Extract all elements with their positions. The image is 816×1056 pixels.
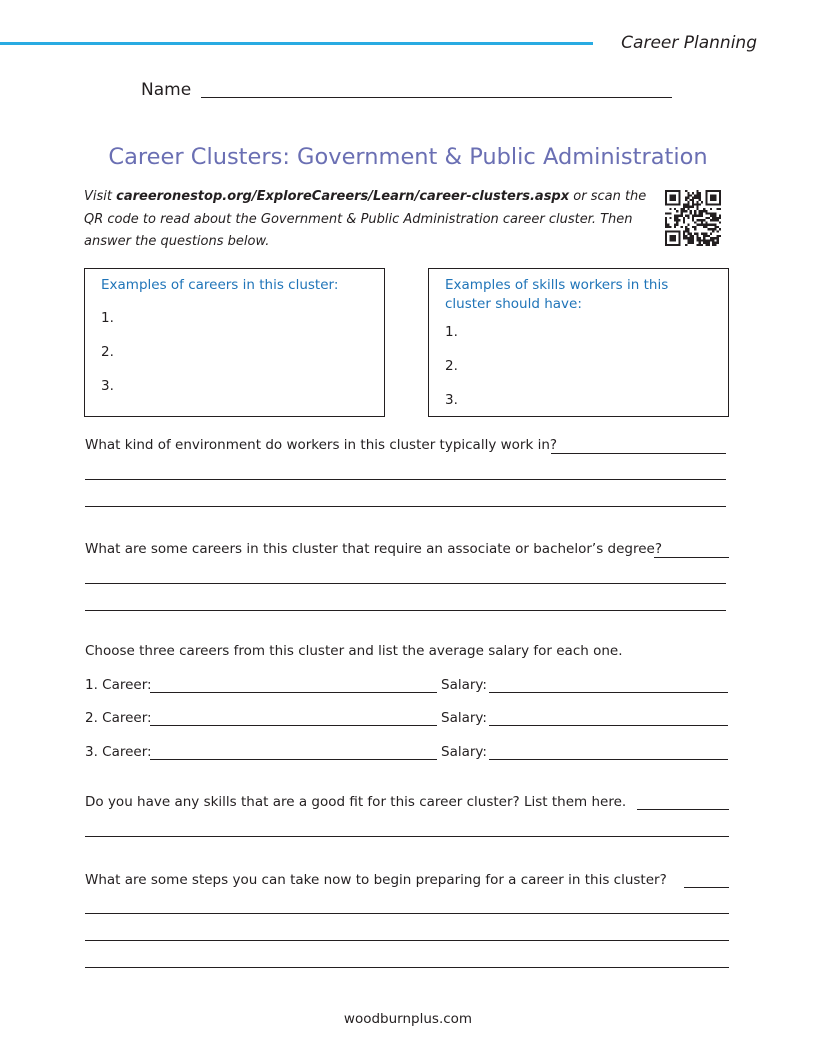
skills-box-title: Examples of skills workers in this cluster should have: [445,277,669,312]
careers-box-item: 2. [101,344,114,360]
career-label: 3. Career: [85,744,152,760]
salary-input-line[interactable] [489,759,728,760]
careers-box-item: 3. [101,378,114,394]
question-salary: Choose three careers from this cluster and list the average salary for each one. [85,643,623,659]
salary-label: Salary: [441,710,487,726]
answer-line[interactable] [551,453,726,454]
answer-line[interactable] [85,836,729,837]
page-title: Career Clusters: Government & Public Administration [108,144,708,170]
question-environment: What kind of environment do workers in this cluster typically work in? [85,437,558,453]
answer-line[interactable] [654,557,729,558]
salary-input-line[interactable] [489,725,728,726]
salary-label: Salary: [441,744,487,760]
skills-box-item: 1. [445,324,458,340]
name-input-line[interactable] [201,97,672,98]
salary-input-line[interactable] [489,692,728,693]
header-title: Career Planning [621,33,757,53]
career-input-line[interactable] [150,725,437,726]
career-input-line[interactable] [150,759,437,760]
qr-code-icon [665,190,721,246]
skills-examples-box [428,268,729,417]
answer-line[interactable] [85,583,726,584]
skills-box-item: 2. [445,358,458,374]
intro-paragraph [84,186,654,254]
question-degree: What are some careers in this cluster that require an associate or bachelor’s degree? [85,541,663,557]
answer-line[interactable] [637,809,729,810]
intro-url[interactable]: careeronestop.org/ExploreCareers/Learn/career-clusters.aspx [116,189,570,204]
intro-suffix: or scan the QR code to read about the Government & Public Administration career cluster. Then answer the questions below. [84,189,647,249]
career-label: 2. Career: [85,710,152,726]
careers-examples-box [84,268,385,417]
question-steps: What are some steps you can take now to begin preparing for a career in this cluster? [85,872,667,888]
career-label: 1. Career: [85,677,152,693]
answer-line[interactable] [85,610,726,611]
career-input-line[interactable] [150,692,437,693]
answer-line[interactable] [85,913,729,914]
careers-box-item: 1. [101,310,114,326]
intro-prefix: Visit [84,189,117,204]
question-skills-fit: Do you have any skills that are a good fit for this career cluster? List them here. [85,794,627,810]
skills-box-item: 3. [445,392,458,408]
header-rule [0,42,593,45]
answer-line[interactable] [85,506,726,507]
answer-line[interactable] [684,887,729,888]
answer-line[interactable] [85,967,729,968]
salary-label: Salary: [441,677,487,693]
answer-line[interactable] [85,479,726,480]
name-label: Name [141,80,192,100]
footer-site: woodburnplus.com [343,1011,473,1027]
careers-box-title: Examples of careers in this cluster: [101,277,339,293]
answer-line[interactable] [85,940,729,941]
